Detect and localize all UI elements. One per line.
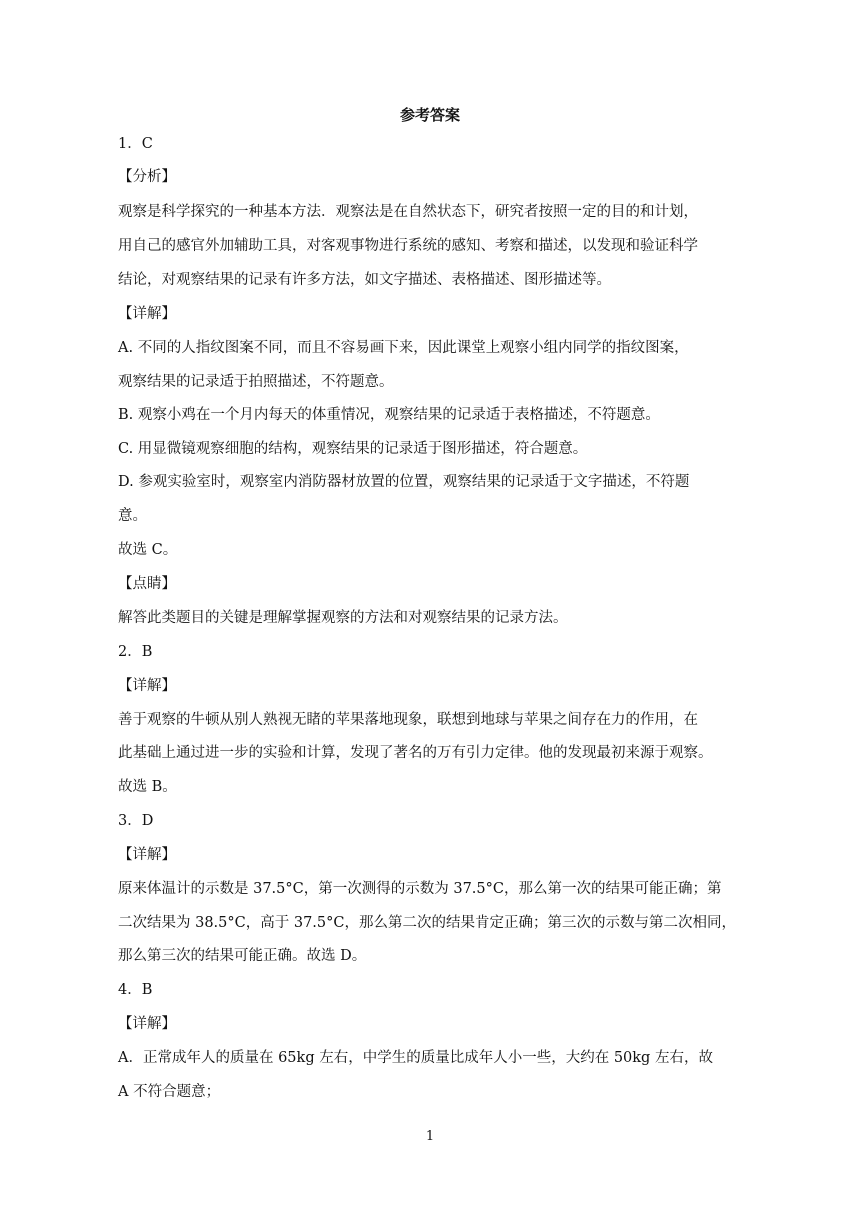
paragraph-line: 善于观察的牛顿从别人熟视无睹的苹果落地现象，联想到地球与苹果之间存在力的作用，在 xyxy=(118,712,698,728)
page-number: 1 xyxy=(425,1129,435,1144)
paragraph-line: 故选 C。 xyxy=(118,542,178,558)
paragraph-line: D. 参观实验室时，观察室内消防器材放置的位置，观察结果的记录适于文字描述，不符题 xyxy=(118,474,690,490)
answer-number-3: 3．D xyxy=(118,813,154,829)
section-heading: 【分析】 xyxy=(118,169,176,185)
paragraph-line: 解答此类题目的关键是理解掌握观察的方法和对观察结果的记录方法。 xyxy=(118,610,568,626)
section-heading: 【详解】 xyxy=(118,306,176,322)
paragraph-line: 故选 B。 xyxy=(118,779,177,795)
page-title: 参考答案 xyxy=(399,106,460,124)
paragraph-line: 观察是科学探究的一种基本方法．观察法是在自然状态下，研究者按照一定的目的和计划， xyxy=(118,204,698,220)
paragraph-line: 那么第三次的结果可能正确。故选 D。 xyxy=(118,948,367,964)
section-heading: 【详解】 xyxy=(118,1016,176,1032)
paragraph-line: A 不符合题意； xyxy=(118,1084,221,1100)
section-heading: 【详解】 xyxy=(118,678,176,694)
paragraph-line: 二次结果为 38.5°C，高于 37.5°C，那么第二次的结果肯定正确；第三次的示数与第二次相同， xyxy=(118,915,736,931)
paragraph-line: A．正常成年人的质量在 65kg 左右，中学生的质量比成年人小一些，大约在 50kg 左右，故 xyxy=(118,1050,713,1066)
paragraph-line: C. 用显微镜观察细胞的结构，观察结果的记录适于图形描述，符合题意。 xyxy=(118,441,588,457)
paragraph-line: 意。 xyxy=(118,508,147,524)
answer-number-4: 4．B xyxy=(118,982,153,998)
paragraph-line: 用自己的感官外加辅助工具，对客观事物进行系统的感知、考察和描述，以发现和验证科学 xyxy=(118,238,698,254)
paragraph-line: A. 不同的人指纹图案不同，而且不容易画下来，因此课堂上观察小组内同学的指纹图案， xyxy=(118,340,689,356)
paragraph-line: 观察结果的记录适于拍照描述，不符题意。 xyxy=(118,374,394,390)
section-heading: 【详解】 xyxy=(118,847,176,863)
paragraph-line: B. 观察小鸡在一个月内每天的体重情况，观察结果的记录适于表格描述，不符题意。 xyxy=(118,407,660,423)
answer-number-2: 2．B xyxy=(118,644,153,660)
paragraph-line: 此基础上通过进一步的实验和计算，发现了著名的万有引力定律。他的发现最初来源于观察。 xyxy=(118,745,713,761)
answer-number-1: 1．C xyxy=(118,136,153,152)
paragraph-line: 原来体温计的示数是 37.5°C，第一次测得的示数为 37.5°C，那么第一次的结果可能正确；第 xyxy=(118,881,722,897)
paragraph-line: 结论，对观察结果的记录有许多方法，如文字描述、表格描述、图形描述等。 xyxy=(118,272,611,288)
section-heading: 【点睛】 xyxy=(118,576,176,592)
